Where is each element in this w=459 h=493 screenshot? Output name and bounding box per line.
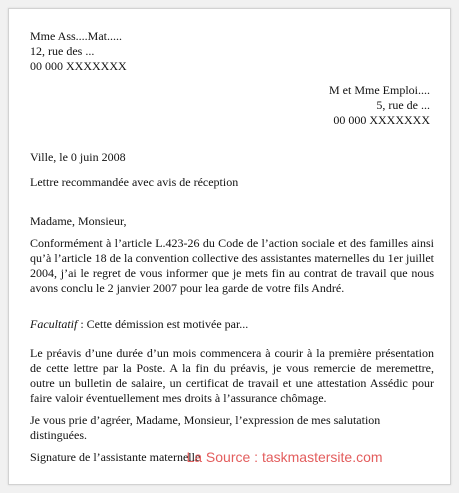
signature-line: Signature de l’assistante maternelle xyxy=(30,450,201,464)
sender-street: 12, rue des ... xyxy=(30,44,95,58)
paragraph-closing: Je vous prie d’agréer, Madame, Monsieur, l’expression de mes salutation distinguées. xyxy=(30,413,381,442)
sender-address-block xyxy=(30,29,434,74)
recipient-address-block xyxy=(210,83,430,128)
sender-name: Mme Ass....Mat..... xyxy=(30,29,123,43)
letter-page xyxy=(8,8,451,485)
paragraph-optional-reason xyxy=(30,317,434,332)
date-line: Ville, le 0 juin 2008 xyxy=(30,150,126,164)
paragraph-notice: Le préavis d’une durée d’un mois commencera à courir à la première présentation de cette lettre par la Poste. A la fin du préavis, je vous remercie de meremettre, outre un bulletin de salaire, un certificat de travail et une attestation Assédic pour faire valoir éventuellement mes droits à l’assurance chômage. xyxy=(30,346,434,405)
paragraph-resignation: Conformément à l’article L.423-26 du Code de l’action sociale et des familles ainsi qu’à l’article 18 de la convention collective des assistantes maternelles du 1er juillet 2004, j’ai le regret de vous informer que je mets fin au contrat de travail que nous avons conclu le 2 janvier 2007 pour lea garde de votre fils André. xyxy=(30,236,434,295)
optional-text: : Cette démission est motivée par... xyxy=(77,317,249,331)
optional-label: Facultatif xyxy=(30,317,78,331)
salutation: Madame, Monsieur, xyxy=(30,214,127,228)
sender-city: 00 000 XXXXXXX xyxy=(30,59,127,73)
subject-line: Lettre recommandée avec avis de réception xyxy=(30,175,239,189)
recipient-city: 00 000 XXXXXXX xyxy=(333,113,430,127)
source-watermark-text: La Source : taskmastersite.com xyxy=(186,449,383,465)
recipient-name: M et Mme Emploi.... xyxy=(329,83,430,97)
recipient-street: 5, rue de ... xyxy=(376,98,430,112)
